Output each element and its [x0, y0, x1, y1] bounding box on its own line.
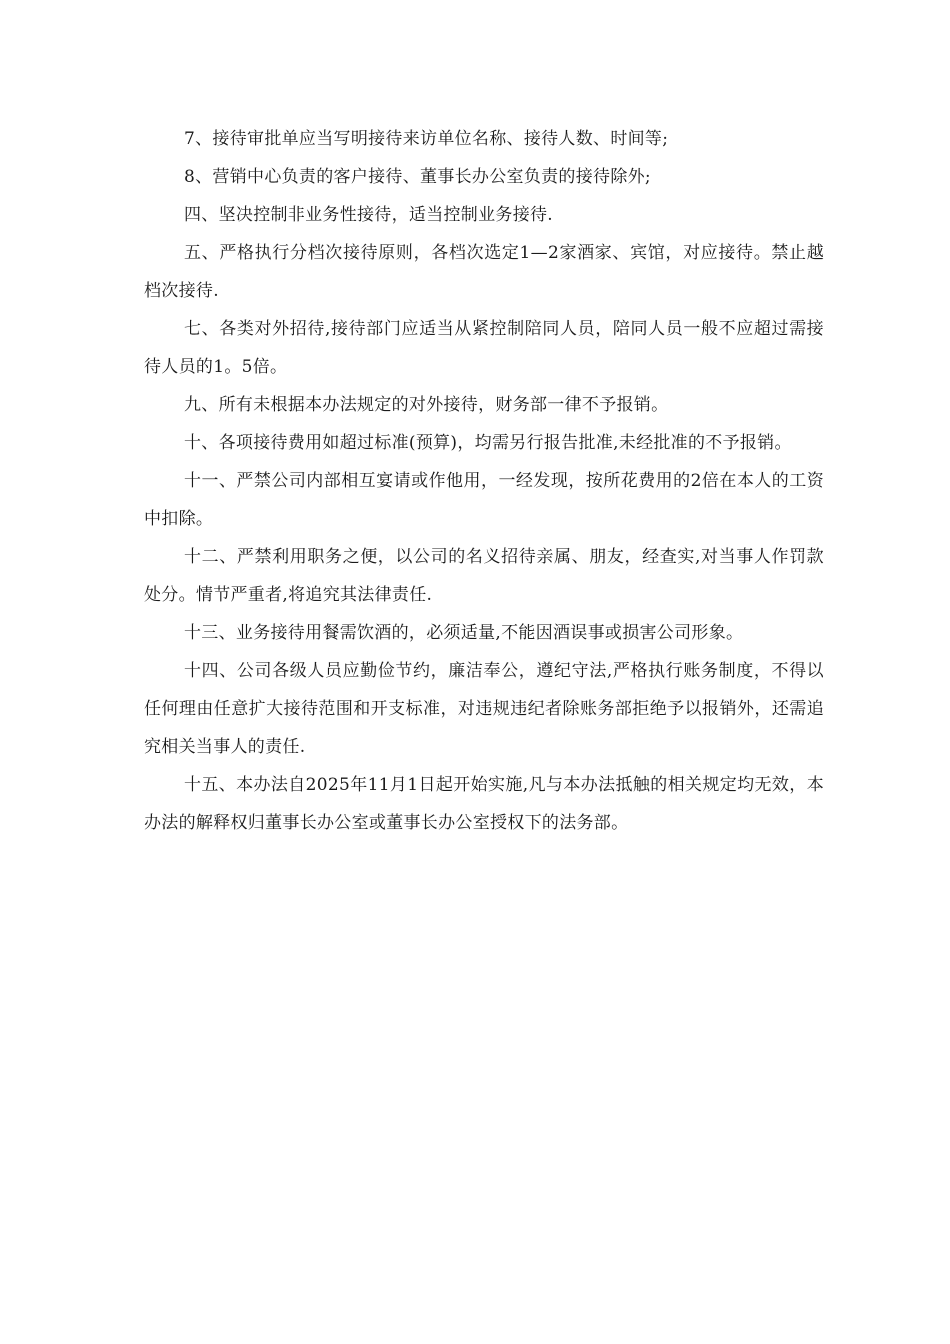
paragraph-section-13: 十三、业务接待用餐需饮酒的，必须适量,不能因酒误事或损害公司形象。 [184, 623, 744, 643]
paragraph-item-8: 8、营销中心负责的客户接待、董事长办公室负责的接待除外; [184, 167, 651, 187]
paragraph-section-12: 十二、严禁利用职务之便，以公司的名义招待亲属、朋友，经查实,对当事人作罚款处分。情节严重者,将追究其法律责任. [144, 547, 824, 605]
paragraph-section-4: 四、坚决控制非业务性接待，适当控制业务接待. [184, 205, 554, 225]
paragraph-section-14: 十四、公司各级人员应勤俭节约，廉洁奉公，遵纪守法,严格执行账务制度，不得以任何理由任意扩大接待范围和开支标准，对违规违纪者除账务部拒绝予以报销外，还需追究相关当事人的责任. [144, 661, 824, 757]
paragraph-item-7: 7、接待审批单应当写明接待来访单位名称、接待人数、时间等; [184, 129, 669, 149]
document-body [144, 120, 824, 842]
paragraph-section-7: 七、各类对外招待,接待部门应适当从紧控制陪同人员，陪同人员一般不应超过需接待人员的1。5倍。 [144, 319, 824, 377]
paragraph-section-15: 十五、本办法自2025年11月1日起开始实施,凡与本办法抵触的相关规定均无效，本办法的解释权归董事长办公室或董事长办公室授权下的法务部。 [144, 775, 824, 833]
paragraph-section-5: 五、严格执行分档次接待原则，各档次选定1—2家酒家、宾馆，对应接待。禁止越档次接待. [144, 243, 824, 301]
paragraph-section-10: 十、各项接待费用如超过标准(预算)，均需另行报告批准,未经批准的不予报销。 [184, 433, 792, 453]
paragraph-section-9: 九、所有未根据本办法规定的对外接待，财务部一律不予报销。 [184, 395, 669, 415]
paragraph-section-11: 十一、严禁公司内部相互宴请或作他用，一经发现，按所花费用的2倍在本人的工资中扣除。 [144, 471, 824, 529]
